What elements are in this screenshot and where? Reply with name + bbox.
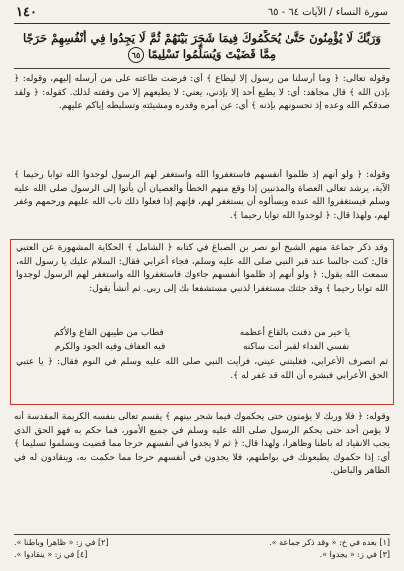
poem-line-1-second-half: فطاب من طيبهن القاع والأكم bbox=[53, 328, 164, 338]
highlighted-paragraph-tail: ثم انصرف الأعرابي، فغلبتني عيني، فرأيت النبي صلى الله عليه وسلم في النوم فقال: ﴿ يا عتبي الحق الأعرابي فبشره أن الله قد غفر له ﴾. bbox=[16, 357, 388, 381]
poem-verses bbox=[16, 326, 388, 354]
tafsir-paragraph-3: وقوله: ﴿ فلا وربك لا يؤمنون حتى يحكموك فيما شجر بينهم ﴾ يقسم تعالى بنفسه الكريمة المقدسة أنه لا يؤمن أحد حتى يحكم الرسول صلى الله عليه وسلم في جميع الأمور، فما حكم به فهو الحق الذي يجب الانقياد له باطنا وظاهرا، ولهذا قال: ﴿ ثم لا يجدوا في أنفسهم حرجا مما قضيت ويسلموا تسليما ﴾ أي: إذا حكموك يطيعونك في بواطنهم، فلا يجدون في أنفسهم حرجا مما حكمت به، وينقادون له في الظاهر والباطن. bbox=[14, 412, 390, 476]
page-header bbox=[14, 6, 390, 24]
divider bbox=[14, 68, 390, 69]
footnote-row-1 bbox=[14, 537, 390, 549]
poem-line-1-first-half: يا خير من دفنت بالقاع أعظمه bbox=[239, 328, 351, 338]
poem-line-1 bbox=[16, 326, 388, 340]
footnote-1: [١] بعده في خ: « وقد ذكر جماعة ». bbox=[269, 538, 390, 547]
tafsir-paragraph-1: وقوله تعالى: ﴿ وما أرسلنا من رسول إلا ليطاع ﴾ أي: فرضت طاعته على من أرسله إليهم، وقوله: ﴿ بإذن الله ﴾ قال مجاهد: أي: لا يطيع أحد إلا بإذني، يعني: لا يطيعهم إلا من وفقته لذلك. كقوله: ﴿ ولقد صدقكم الله وعده إذ تحسونهم بإذنه ﴾ أي: عن أمره وقدره ومشيئته وتسليطه إياكم عليهم. bbox=[14, 74, 390, 111]
footnote-4: [٤] في ز: « ينقادوا ». bbox=[14, 550, 88, 559]
highlighted-passage-box bbox=[10, 239, 394, 405]
poem-line-2 bbox=[16, 340, 388, 354]
page-title: سورة النساء / الآيات ٦٤ - ٦٥ bbox=[267, 7, 388, 18]
verse-number-mark: ٦٥ bbox=[128, 47, 144, 63]
footnote-row-2 bbox=[14, 549, 390, 561]
highlighted-paragraph: وقد ذكر جماعة منهم الشيخ أبو نصر بن الصباغ في كتابه ﴿ الشامل ﴾ الحكاية المشهورة عن العتبي قال: كنت جالسا عند قبر النبي صلى الله عليه وسلم، فجاء أعرابي فقال: السلام عليك يا رسول الله، سمعت الله يقول: ﴿ ولو أنهم إذ ظلموا أنفسهم جاءوك فاستغفروا الله واستغفر لهم الرسول لوجدوا الله توابا رحيما ﴾ وقد جئتك مستغفرا لذنبي مستشفعا بك إلى ربي. ثم أنشأ يقول: bbox=[16, 243, 388, 294]
footnote-3: [٣] في ز: « يجدوا ». bbox=[319, 550, 390, 559]
poem-line-2-first-half: نفسي الفداء لقبر أنت ساكنه bbox=[242, 342, 350, 352]
quran-verse bbox=[14, 30, 390, 64]
footnotes bbox=[14, 534, 390, 561]
tafsir-paragraph-2: وقوله: ﴿ ولو أنهم إذ ظلموا أنفسهم فاستغفروا الله واستغفر لهم الرسول لوجدوا الله توابا رحيما ﴾ الآية، يرشد تعالى العصاة والمذنبين إذا وقع منهم الخطأ والعصيان أن يأتوا إلى الرسول صلى الله عليه وسلم فيستغفروا الله عنده ويسألوه أن يستغفر لهم، فإنهم إذا فعلوا ذلك تاب الله عليهم ورحمهم وغفر لهم، ولهذا قال: ﴿ لوجدوا الله توابا رحيما ﴾. bbox=[14, 170, 390, 221]
poem-line-2-second-half: فيه العفاف وفيه الجود والكرم bbox=[54, 342, 166, 352]
verse-text: وَرَبِّكَ لَا يُؤْمِنُونَ حَتَّىٰ يُحَكِّمُوكَ فِيمَا شَجَرَ بَيْنَهُمْ ثُمَّ لَا يَجِدُوا فِي أَنْفُسِهِمْ حَرَجًا مِمَّا قَضَيْتَ وَيُسَلِّمُوا تَسْلِيمًا bbox=[23, 31, 381, 61]
footnote-2: [٢] في ز: « ظاهرا وباطنا ». bbox=[14, 538, 109, 547]
page-number: ١٤٠ bbox=[16, 5, 37, 20]
